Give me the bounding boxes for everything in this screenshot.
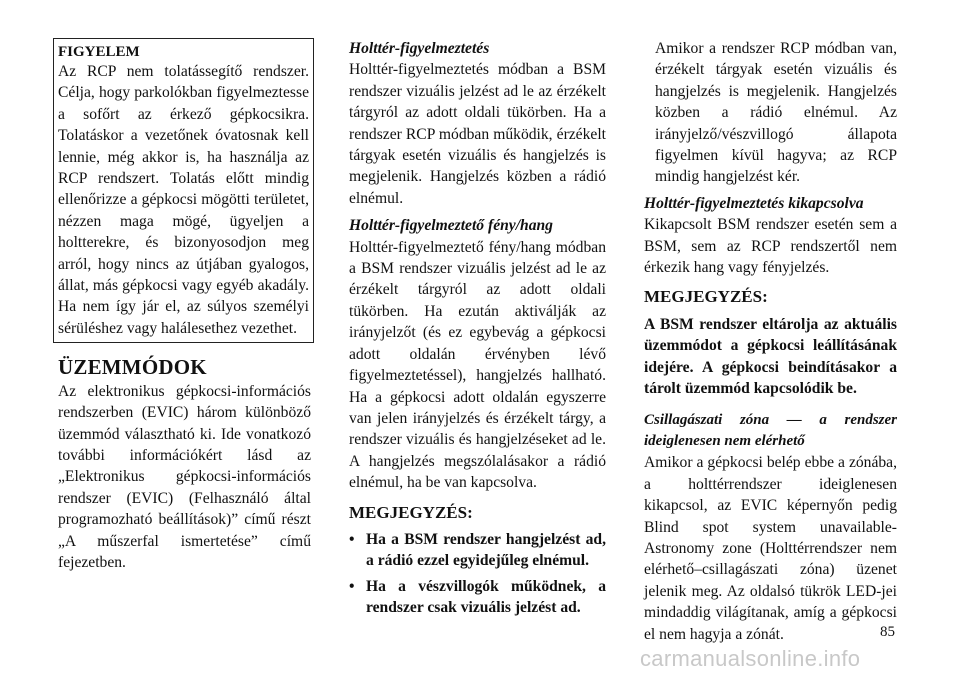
list-item: • Ha a vészvillogók működnek, a rendszer csak vizuális jelzést ad. — [349, 577, 606, 617]
section-title: ÜZEMMÓDOK — [58, 355, 207, 380]
paragraph-rcp-mode: Amikor a rendszer RCP módban van, érzékelt tárgyak esetén vizuális és hangjelzés is megjelenik. Hangjelzés közben a rádió elnémul. Az irányjelző/vészvillogó állapota figyelmen kívül hagyva; az RCP mindig hangjelzést kér. — [655, 40, 897, 186]
paragraph-blind-spot-alert: Holttér-figyelmeztetés módban a BSM rendszer vizuális jelzést ad le az érzékelt tárgyról az adott oldali tükörben. Ha a rendszer RCP módban működik, érzékelt tárgyak esetén vizuális és hangjelzés is megjelenik. Hangjelzés közben a rádió elnémul. — [349, 61, 606, 207]
column-left — [58, 38, 311, 573]
bullet-icon: • — [349, 530, 355, 548]
note-title: MEGJEGYZÉS: — [644, 287, 768, 307]
note-bullet-list — [349, 529, 606, 619]
paragraph-alert-off: Kikapcsolt BSM rendszer esetén sem a BSM, sem az RCP rendszertől nem érkezik hang vagy fényjelzés. — [644, 216, 897, 277]
subheading-alert-off: Holttér-figyelmeztetés kikapcsolva — [644, 194, 864, 212]
page-number: 85 — [880, 624, 895, 640]
subheading-blind-spot-alert: Holttér-figyelmeztetés — [349, 40, 490, 57]
note-text: A BSM rendszer eltárolja az aktuális üzemmódot a gépkocsi leállításának idejére. A gépkocsi beindításakor a tárolt üzemmód kapcsolódik be. — [644, 315, 897, 398]
subheading-alert-lights-chime: Holttér-figyelmeztető fény/hang — [349, 217, 553, 235]
warning-text: Az RCP nem tolatássegítő rendszer. Célja, hogy parkolókban figyelmeztesse a sofőrt az érkező gépkocsikra. Tolatáskor a vezetőnek óvatosnak kell lennie, még akkor is, ha használja az RCP rendszert. Tolatás előtt mindig ellenőrizze a gépkocsi mögötti területet, nézzen maga mögé, ügyeljen a holtterekre, és bizonyosodjon meg arról, hogy nincs az útjában gyalogos, állat, más gépkocsi vagy egyéb akadály. Ha nem így jár el, az súlyos személyi sérüléshez vagy halálesethez vezethet. — [58, 63, 309, 337]
bullet-icon: • — [349, 577, 355, 595]
paragraph-astronomy-zone: Amikor a gépkocsi belép ebbe a zónába, a holttérrendszer ideiglenesen kikapcsol, az EVIC képernyőn pedig Blind spot system unavailable-Astronomy zone (Holttérrendszer nem elérhető–csillagászati zóna) üzenet jelenik meg. Az oldalsó tükrök LED-jei mindaddig világítanak, amíg a gépkocsi el nem hagyja a zónát. — [644, 454, 897, 643]
note-title: MEGJEGYZÉS: — [349, 502, 473, 522]
list-item: • Ha a BSM rendszer hangjelzést ad, a rádió ezzel egyidejűleg elnémul. — [349, 530, 606, 570]
warning-box — [53, 38, 314, 343]
paragraph-alert-lights-chime: Holttér-figyelmeztető fény/hang módban a BSM rendszer vizuális jelzést ad le az érzékelt tárgyról az adott oldali tükörben. Ha ezután aktiválják az irányjelzőt (és ez egybevág a gépkocsi adott oldalán érvényben lévő figyelmeztetéssel), hangjelzés hallható. Ha a gépkocsi adott oldalán egyszerre van jelen irányjelzés és érzékelt tárgy, a rendszer vizuális és hangjelzéseket ad le. A hangjelzés megszólalásakor a rádió elnémul, ha be van kapcsolva. — [349, 238, 606, 492]
watermark: carmanualsonline.info — [640, 646, 861, 671]
column-right — [644, 38, 897, 645]
section-text: Az elektronikus gépkocsi-információs rendszerben (EVIC) három különböző üzemmód választható ki. Ide vonatkozó további információkért lásd az „Elektronikus gépkocsi-információs rendszer (EVIC) (Felhasználó által programozható beállítások)” című részt „A műszerfal ismertetése” című fejezetben. — [58, 382, 311, 571]
column-middle — [349, 38, 606, 623]
warning-title: FIGYELEM — [58, 44, 140, 60]
subheading-astronomy-zone: Csillagászati zóna — a rendszer ideiglenesen nem elérhető — [644, 411, 897, 449]
